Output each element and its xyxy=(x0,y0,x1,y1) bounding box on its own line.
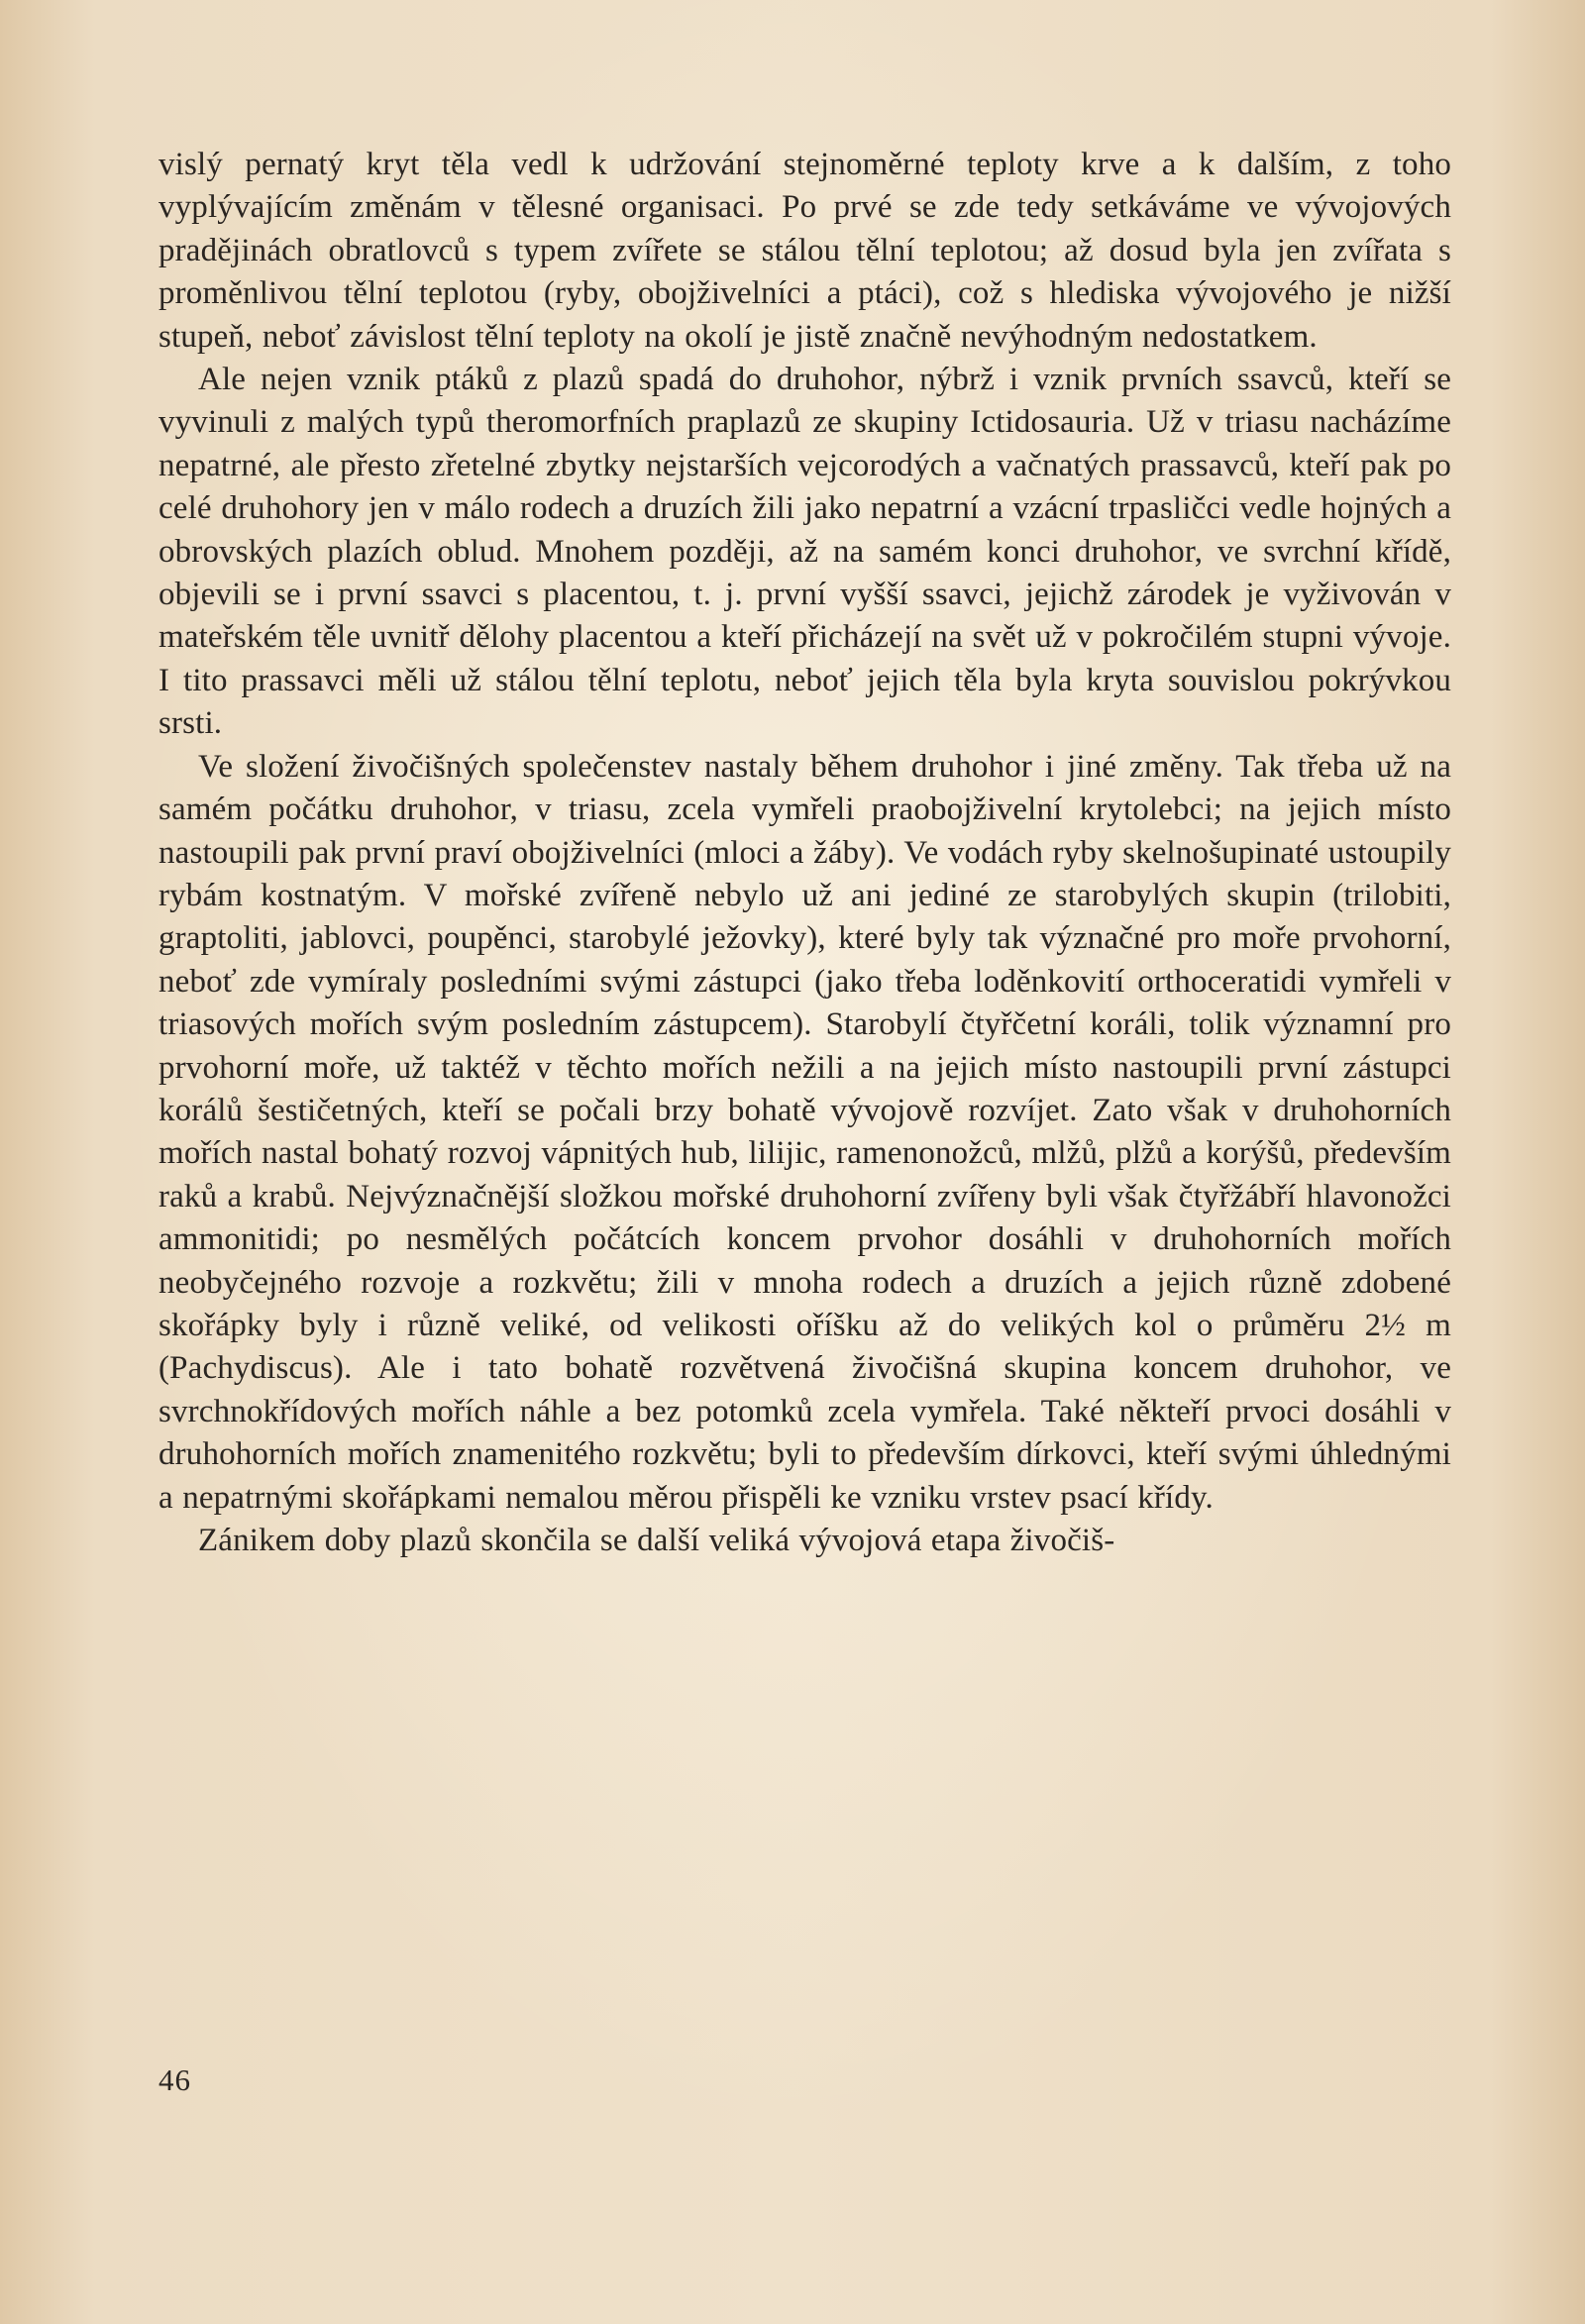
body-text xyxy=(158,144,1451,1562)
paragraph-1: vislý pernatý kryt těla vedl k udržování stejnoměrné teploty krve a k dalším, z toho vyplývajícím změnám v tělesné organisaci. Po prvé se zde tedy setkáváme ve vývojových pradějinách obratlovců s typem zvířete se stálou tělní teplotou; až dosud byla jen zvířata s proměnlivou tělní teplotou (ryby, obojživelníci a ptáci), což s hlediska vývojového je nižší stupeň, neboť závislost tělní teploty na okolí je jistě značně nevýhodným nedostatkem. xyxy=(158,147,1451,355)
paragraph-4: Zánikem doby plazů skončila se další veliká vývojová etapa živočiš- xyxy=(198,1523,1115,1558)
paragraph-2: Ale nejen vznik ptáků z plazů spadá do druhohor, nýbrž i vznik prvních ssavců, kteří se vyvinuli z malých typů theromorfních praplazů ze skupiny Ictidosauria. Už v triasu nacházíme nepatrné, ale přesto zřetelné zbytky nejstarších vejcorodých a vačnatých prassavců, kteří pak po celé druhohory jen v málo rodech a druzích žili jako nepatrní a vzácní trpasličci vedle hojných a obrovských plazích oblud. Mnohem později, až na samém konci druhohor, ve svrchní křídě, objevili se i první ssavci s placentou, t. j. první vyšší ssavci, jejichž zárodek je vyživován v mateřském těle uvnitř dělohy placentou a kteří přicházejí na svět už v pokročilém stupni vývoje. I tito prassavci měli už stálou tělní teplotu, neboť jejich těla byla kryta souvislou pokrývkou srsti. xyxy=(158,362,1451,742)
paragraph-3: Ve složení živočišných společenstev nastaly během druhohor i jiné změny. Tak třeba už na samém počátku druhohor, v triasu, zcela vymřeli praobojživelní krytolebci; na jejich místo nastoupili pak první praví obojživelníci (mloci a žáby). Ve vodách ryby skelnošupinaté ustoupily rybám kostnatým. V mořské zvířeně nebylo už ani jediné ze starobylých skupin (trilobiti, graptoliti, jablovci, poupěnci, starobylé ježovky), které byly tak význačné pro moře prvohorní, neboť zde vymíraly posledními svými zástupci (jako třeba loděnkovití orthoceratidi vymřeli v triasových mořích svým posledním zástupcem). Starobylí čtyřčetní koráli, tolik významní pro prvohorní moře, už taktéž v těchto mořích nežili a na jejich místo nastoupili první zástupci korálů šestičetných, kteří se počali brzy bohatě vývojově rozvíjet. Zato však v druhohorních mořích nastal bohatý rozvoj vápnitých hub, lilijic, ramenonožců, mlžů, plžů a korýšů, především raků a krabů. Nejvýznačnější složkou mořské druhohorní zvířeny byli však čtyřžábří hlavonožci ammonitidi; po nesmělých počátcích koncem prvohor dosáhli v druhohorních mořích neobyčejného rozvoje a rozkvětu; žili v mnoha rodech a druzích a jejich různě zdobené skořápky byly i různě veliké, od velikosti oříšku až do velikých kol o průměru 2½ m (Pachydiscus). Ale i tato bohatě rozvětvená živočišná skupina koncem druhohor, ve svrchnokřídových mořích náhle a bez potomků zcela vymřela. Také někteří prvoci dosáhli v druhohorních mořích znamenitého rozkvětu; byli to především dírkovci, kteří svými úhlednými a nepatrnými skořápkami nemalou měrou přispěli ke vzniku vrstev psací křídy. xyxy=(158,748,1451,1516)
page-number: 46 xyxy=(158,2062,191,2097)
